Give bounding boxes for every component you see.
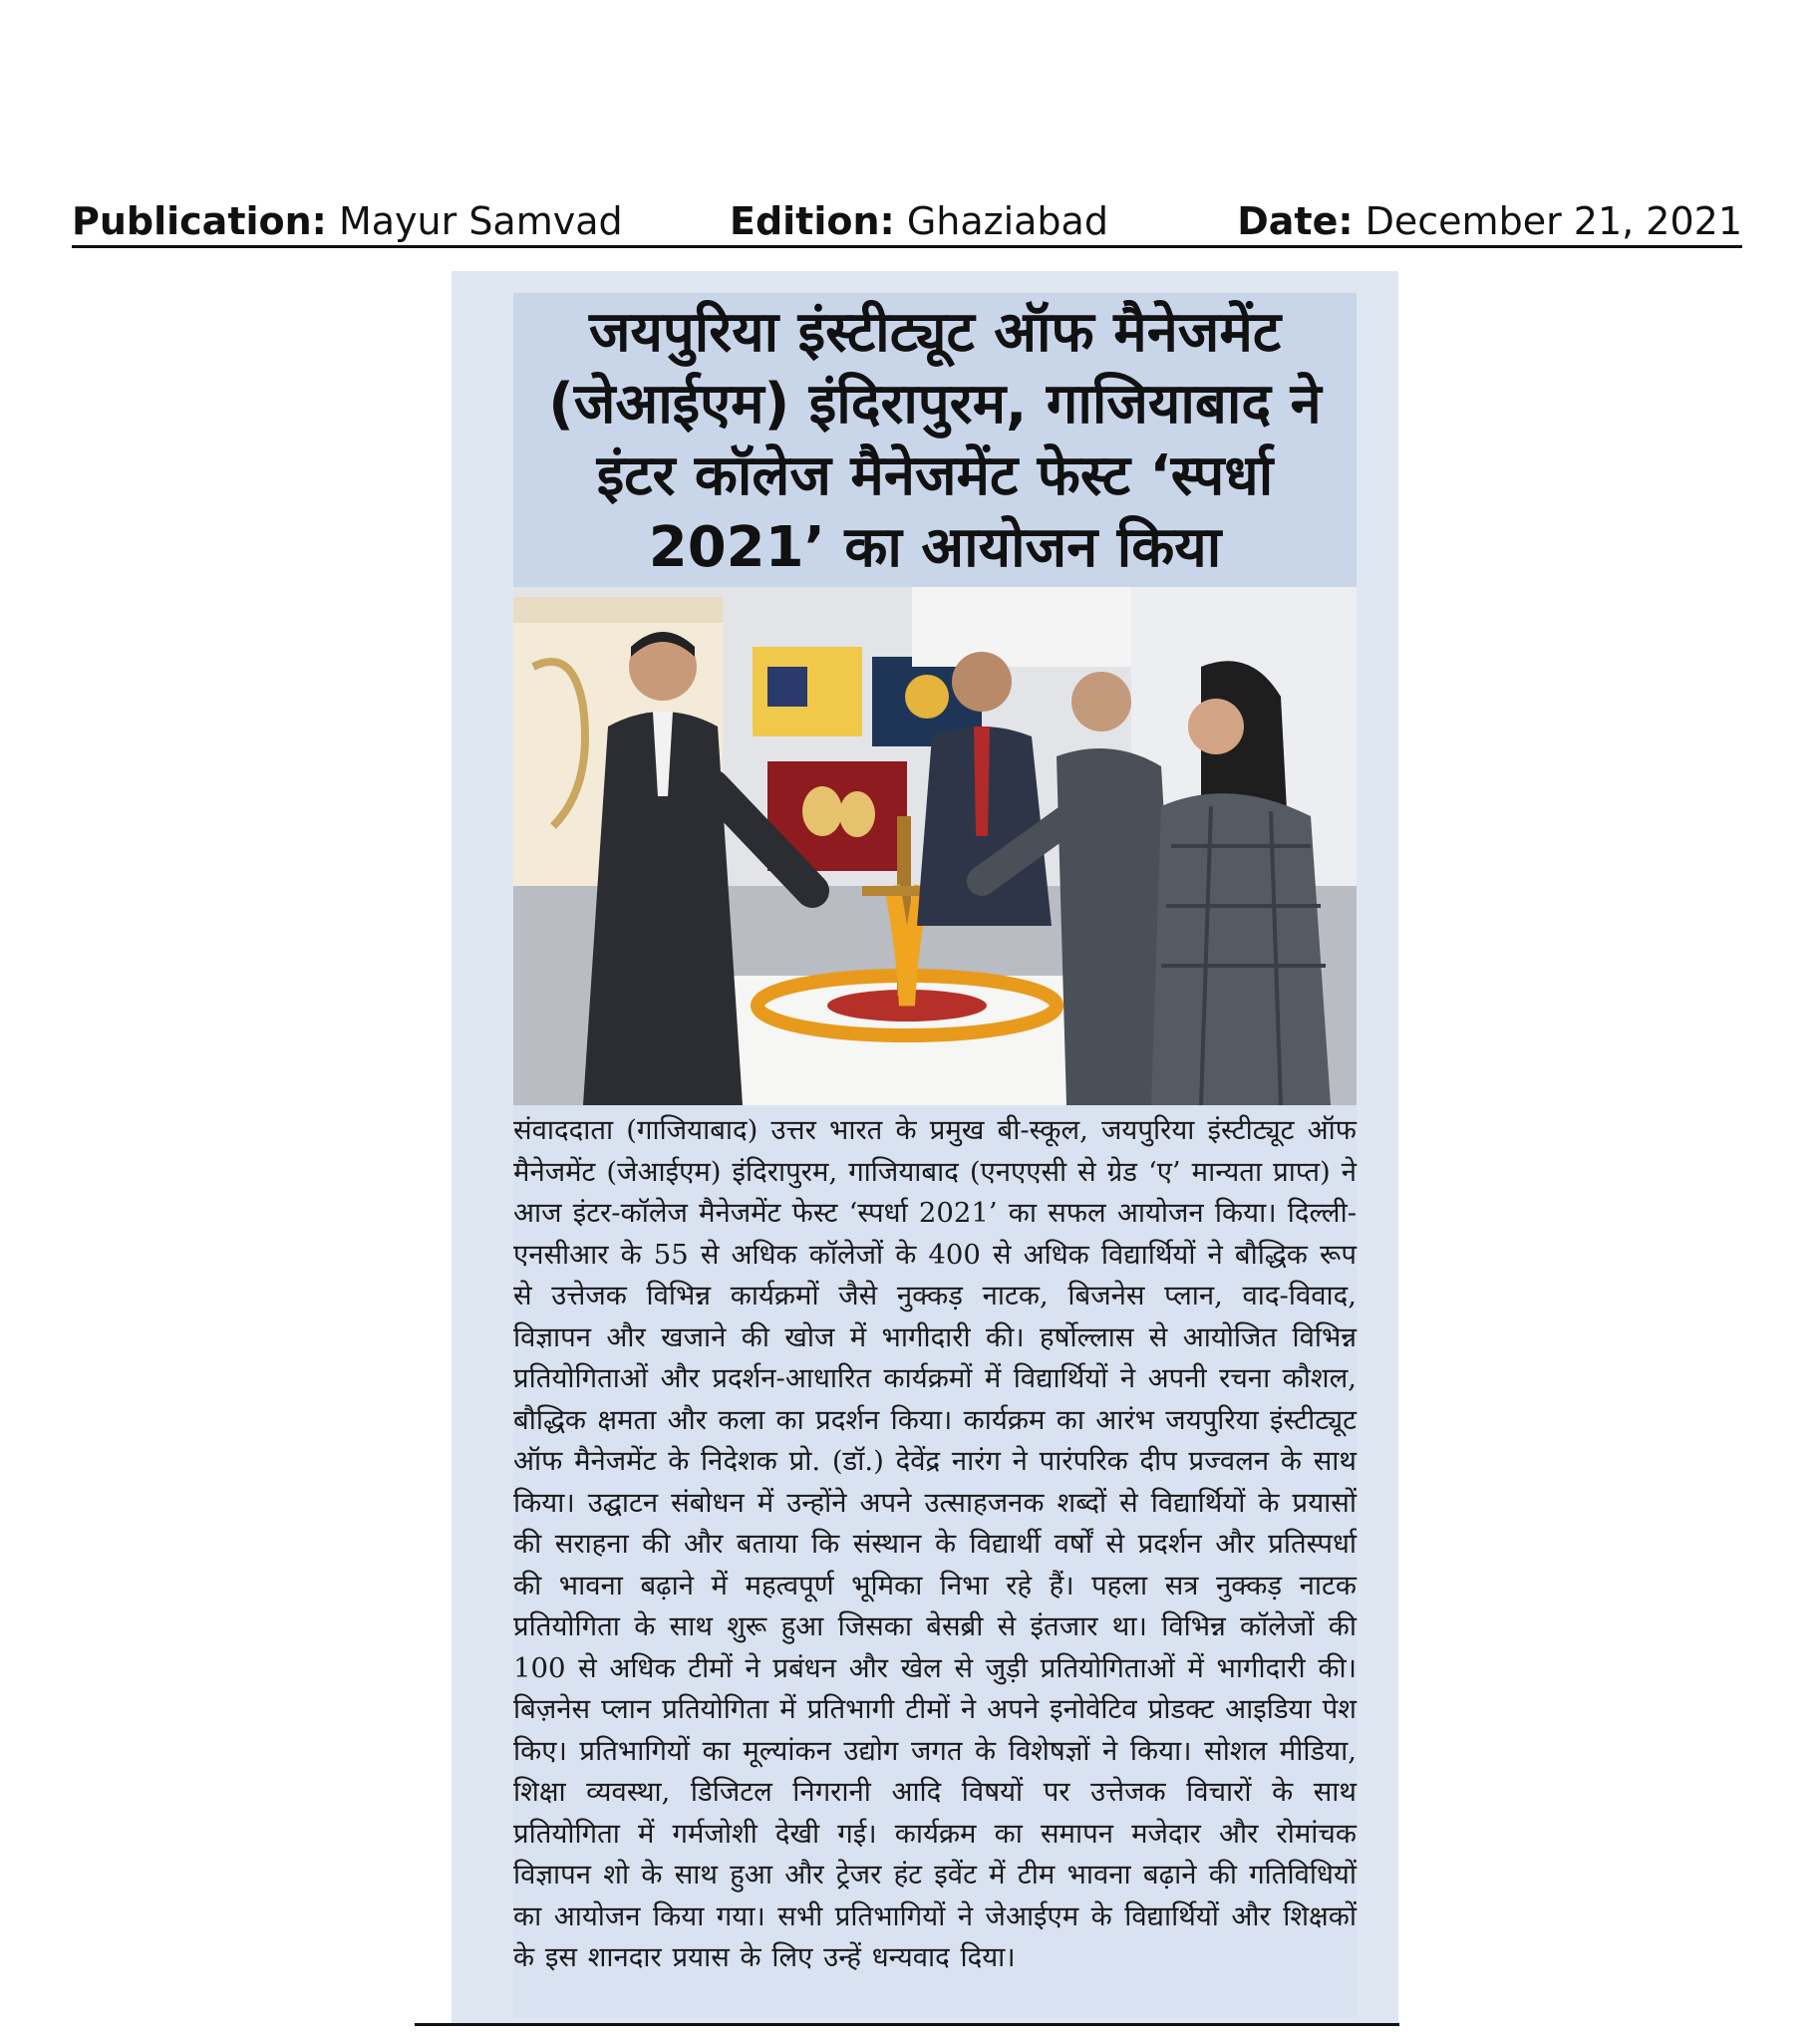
article-photo [513, 587, 1357, 1105]
edition-label: Edition: [730, 199, 895, 243]
date-label: Date: [1237, 199, 1354, 243]
edition-meta [730, 197, 1108, 245]
date-value: December 21, 2021 [1365, 199, 1742, 243]
publication-meta [72, 197, 623, 245]
publication-label: Publication: [72, 199, 327, 243]
newspaper-clipping [452, 271, 1398, 2025]
article-headline: जयपुरिया इंस्टीट्यूट ऑफ मैनेजमेंट (जेआईएम) इंदिरापुरम, गाजियाबाद ने इंटर कॉलेज मैनेजमेंट फेस्ट ‘स्पर्धा 2021’ का आयोजन किया [513, 293, 1357, 587]
edition-value: Ghaziabad [906, 199, 1108, 243]
date-meta [1237, 197, 1742, 245]
publication-header [72, 197, 1742, 248]
bottom-divider [415, 2023, 1399, 2026]
article-body: संवाददाता (गाजियाबाद) उत्तर भारत के प्रमुख बी-स्कूल, जयपुरिया इंस्टीट्यूट ऑफ मैनेजमेंट (जेआईएम) इंदिरापुरम, गाजियाबाद (एनएएसी से ग्रेड ‘ए’ मान्यता प्राप्त) ने आज इंटर-कॉलेज मैनेजमेंट फेस्ट ‘स्पर्धा 2021’ का सफल आयोजन किया। दिल्ली-एनसीआर के 55 से अधिक कॉलेजों के 400 से अधिक विद्यार्थियों ने बौद्धिक रूप से उत्तेजक विभिन्न कार्यक्रमों जैसे नुक्कड़ नाटक, बिजनेस प्लान, वाद-विवाद, विज्ञापन और खजाने की खोज में भागीदारी की। हर्षोल्लास से आयोजित विभिन्न प्रतियोगिताओं और प्रदर्शन-आधारित कार्यक्रमों में विद्यार्थियों ने अपनी रचना कौशल, बौद्धिक क्षमता और कला का प्रदर्शन किया। कार्यक्रम का आरंभ जयपुरिया इंस्टीट्यूट ऑफ मैनेजमेंट के निदेशक प्रो. (डॉ.) देवेंद्र नारंग ने पारंपरिक दीप प्रज्वलन के साथ किया। उद्घाटन संबोधन में उन्होंने अपने उत्साहजनक शब्दों से विद्यार्थियों के प्रयासों की सराहना की और बताया कि संस्थान के विद्यार्थी वर्षों से प्रदर्शन और प्रतिस्पर्धा की भावना बढ़ाने में महत्वपूर्ण भूमिका निभा रहे हैं। पहला सत्र नुक्कड़ नाटक प्रतियोगिता के साथ शुरू हुआ जिसका बेसब्री से इंतजार था। विभिन्न कॉलेजों की 100 से अधिक टीमों ने प्रबंधन और खेल से जुड़ी प्रतियोगिताओं में भागीदारी की। बिज़नेस प्लान प्रतियोगिता में प्रतिभागी टीमों ने अपने इनोवेटिव प्रोडक्ट आइडिया पेश किए। प्रतिभागियों का मूल्यांकन उद्योग जगत के विशेषज्ञों ने किया। सोशल मीडिया, शिक्षा व्यवस्था, डिजिटल निगरानी आदि विषयों पर उत्तेजक विचारों के साथ प्रतियोगिता में गर्मजोशी देखी गई। कार्यक्रम का समापन मजेदार और रोमांचक विज्ञापन शो के साथ हुआ और ट्रेजर हंट इवेंट में टीम भावना बढ़ाने की गतिविधियों का आयोजन किया गया। सभी प्रतिभागियों ने जेआईएम के विद्यार्थियों और शिक्षकों के इस शानदार प्रयास के लिए उन्हें धन्यवाद दिया। [513, 1114, 1358, 1973]
publication-value: Mayur Samvad [338, 199, 623, 243]
article [513, 293, 1357, 2017]
